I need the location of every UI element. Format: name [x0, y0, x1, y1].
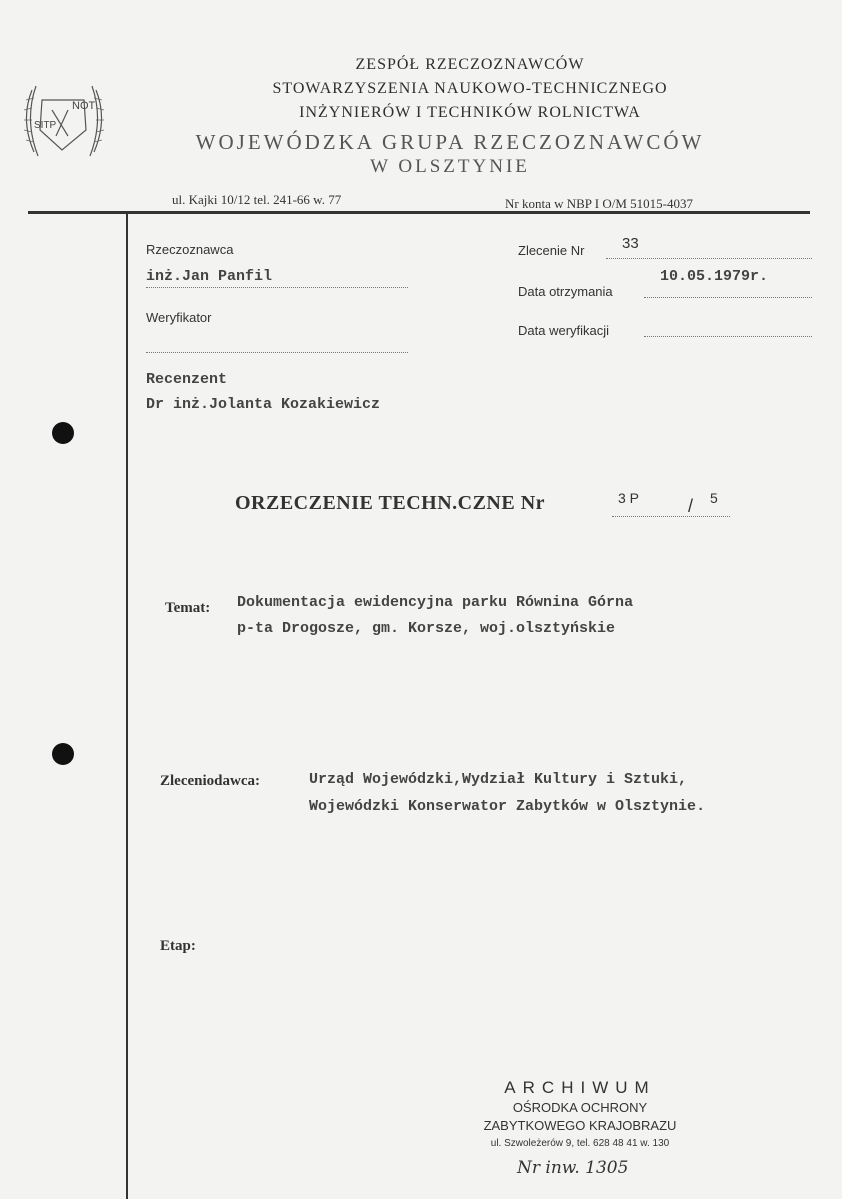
margin-line	[126, 213, 128, 1199]
data-weryfikacji-line	[644, 336, 812, 337]
data-otrzymania-label: Data otrzymania	[518, 284, 613, 299]
data-weryfikacji-label: Data weryfikacji	[518, 323, 610, 338]
archive-stamp-line-1: ARCHIWUM	[504, 1078, 656, 1097]
document-number-2: 5	[710, 490, 718, 506]
temat-line-2: p-ta Drogosze, gm. Korsze, woj.olsztyńskie	[237, 620, 616, 637]
archive-stamp-line-4: ul. Szwoleżerów 9, tel. 628 48 41 w. 130	[490, 1138, 670, 1149]
document-number-line	[612, 516, 730, 517]
zlecenie-value: 33	[622, 235, 639, 252]
logo-text-not: NOT	[72, 100, 96, 112]
header-line-1: ZESPÓŁ RZECZOZNAWCÓW	[355, 56, 585, 73]
temat-label: Temat:	[165, 600, 211, 616]
header-line-2: STOWARZYSZENIA NAUKOWO-TECHNICZNEGO	[272, 80, 668, 97]
zlecenie-line	[606, 258, 812, 259]
data-otrzymania-value: 10.05.1979r.	[660, 268, 769, 285]
weryfikator-label: Weryfikator	[146, 310, 212, 325]
zleceniodawca-label: Zleceniodawca:	[160, 773, 260, 789]
temat-line-1: Dokumentacja ewidencyjna parku Równina Górna	[237, 594, 634, 611]
header-address: ul. Kajki 10/12 tel. 241-66 w. 77	[172, 192, 342, 207]
header-line-5: W OLSZTYNIE	[370, 156, 530, 177]
zleceniodawca-line-1: Urząd Wojewódzki,Wydział Kultury i Sztuki,	[309, 771, 688, 788]
data-otrzymania-line	[644, 297, 812, 298]
header-line-3: INŻYNIERÓW I TECHNIKÓW ROLNICTWA	[299, 104, 641, 121]
document-number-slash: /	[688, 496, 694, 516]
document-title: ORZECZENIE TECHN.CZNE Nr	[235, 492, 546, 514]
weryfikator-line	[146, 352, 408, 353]
organization-logo	[12, 70, 116, 170]
header-divider	[28, 211, 810, 214]
archive-stamp-line-3: ZABYTKOWEGO KRAJOBRAZU	[483, 1118, 677, 1133]
zleceniodawca-line-2: Wojewódzki Konserwator Zabytków w Olsztynie.	[309, 798, 706, 815]
etap-label: Etap:	[160, 938, 196, 954]
punch-hole-bottom	[52, 743, 74, 765]
recenzent-label: Recenzent	[146, 371, 228, 388]
rzeczoznawca-value: inż.Jan Panfil	[146, 268, 273, 285]
rzeczoznawca-label: Rzeczoznawca	[146, 242, 234, 257]
recenzent-value: Dr inż.Jolanta Kozakiewicz	[146, 396, 381, 413]
rzeczoznawca-line	[146, 287, 408, 288]
punch-hole-top	[52, 422, 74, 444]
header-line-4: WOJEWÓDZKA GRUPA RZECZOZNAWCÓW	[195, 130, 705, 154]
header-account: Nr konta w NBP I O/M 51015-4037	[505, 196, 694, 211]
handwritten-inventory-number: Nr inw. 1305	[517, 1158, 629, 1178]
zlecenie-label: Zlecenie Nr	[518, 243, 585, 258]
archive-stamp-line-2: OŚRODKA OCHRONY	[512, 1100, 648, 1115]
document-number: 3 P	[618, 490, 640, 506]
logo-text-sitp: SITP	[34, 120, 57, 131]
